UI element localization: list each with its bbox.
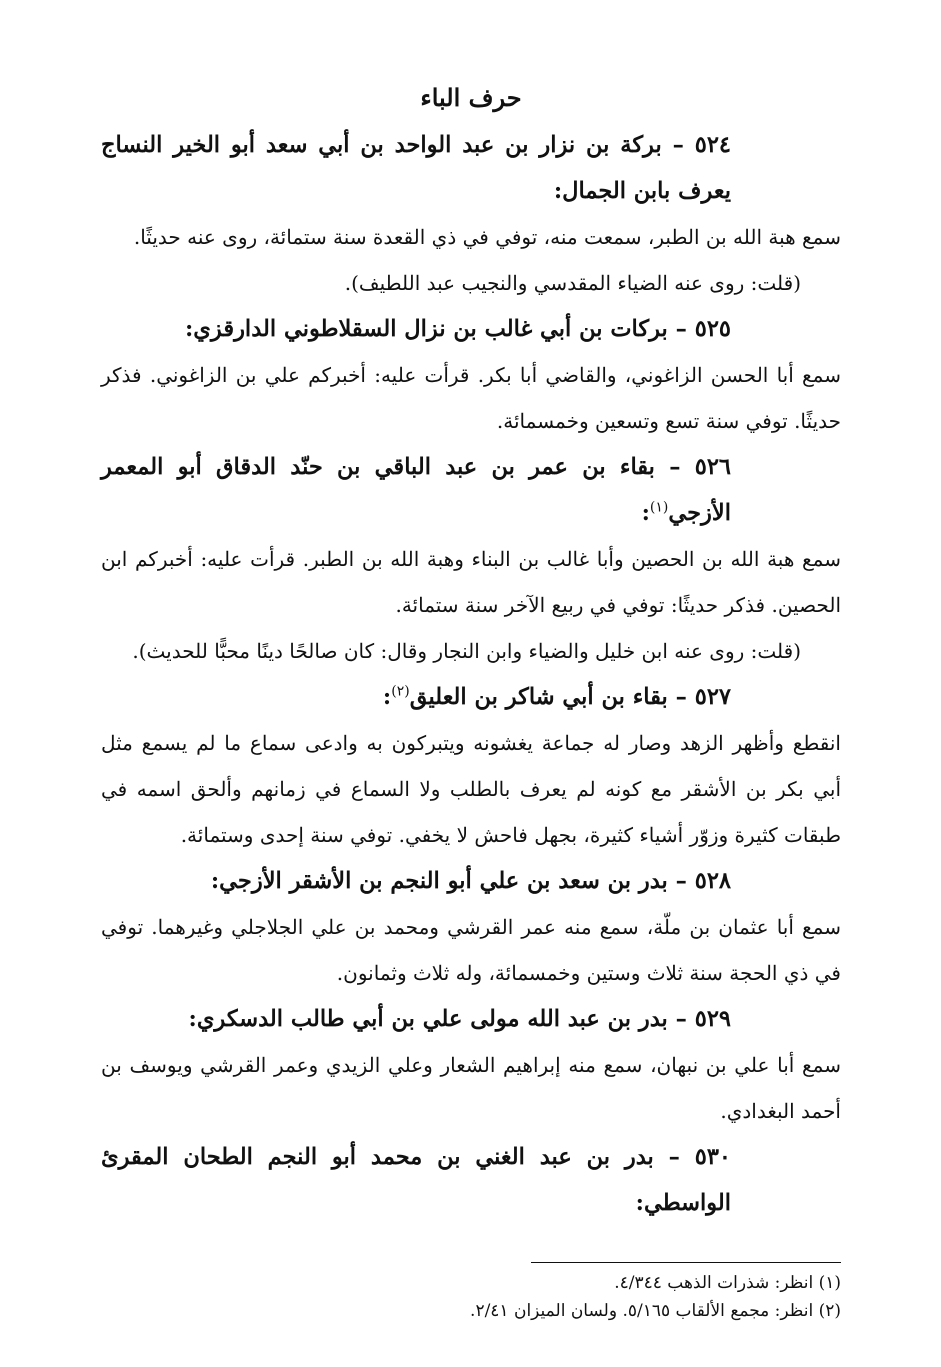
entry-heading	[101, 122, 841, 214]
entry-dash: –	[667, 868, 687, 894]
entry-number: ٥٣٠	[694, 1144, 731, 1170]
footnote-divider	[531, 1262, 841, 1263]
entry-528	[101, 858, 841, 996]
entry-body: سمع أبا عثمان بن ملّة، سمع منه عمر القرشي ومحمد بن علي الجلاجلي وغيرهما. توفي في ذي الحجة سنة ثلاث وستين وخمسمائة، وله ثلاث وثمانون.	[101, 915, 841, 985]
entry-title: بدر بن سعد بن علي أبو النجم بن الأشقر الأزجي:	[210, 868, 668, 894]
footnote-marker[interactable]: (١)	[649, 499, 669, 516]
entry-524	[101, 122, 841, 306]
page-content	[101, 78, 841, 1226]
entry-number: ٥٢٩	[694, 1006, 731, 1032]
entry-number: ٥٢٥	[694, 316, 731, 342]
entry-body: سمع هبة الله بن الحصين وأبا غالب بن البناء وهبة الله بن الطبر. قرأت عليه: أخبركم ابن الحصين. فذكر حديثًا: توفي في ربيع الآخر سنة ستمائة.	[101, 547, 841, 617]
entry-dash: –	[661, 132, 684, 158]
entry-dash: –	[667, 684, 687, 710]
entry-heading	[101, 674, 841, 720]
entry-title: بقاء بن عمر بن عبد الباقي بن حنّد الدقاق أبو المعمر الأزجي	[101, 454, 731, 526]
entry-530	[101, 1134, 841, 1226]
entry-heading	[101, 1134, 841, 1226]
entry-title: بدر بن عبد الله مولى علي بن أبي طالب الدسكري:	[188, 1006, 668, 1032]
entry-title-tail: :	[641, 500, 650, 526]
entry-note: (قلت: روى عنه الضياء المقدسي والنجيب عبد اللطيف).	[344, 271, 801, 295]
footnote-2: (٢) انظر: مجمع الألقاب ٥/١٦٥. ولسان الميزان ٢/٤١.	[470, 1301, 841, 1321]
entry-title: بركة بن نزار بن عبد الواحد بن أبي سعد أبو الخير النساج يعرف بابن الجمال:	[101, 132, 731, 204]
entry-dash: –	[654, 454, 681, 480]
entry-526	[101, 444, 841, 674]
entry-title: بدر بن عبد الغني بن محمد أبو النجم الطحان المقرئ الواسطي:	[101, 1144, 731, 1216]
entry-heading	[101, 996, 841, 1042]
footnote-1: (١) انظر: شذرات الذهب ٤/٣٤٤.	[614, 1273, 841, 1293]
entry-body: انقطع وأظهر الزهد وصار له جماعة يغشونه ويتبركون به وادعى سماع ما لم يسمع مثل أبي بكر بن الأشقر مع كونه لم يعرف بالطلب ولا السماع في زمانهم وألحق اسمه في طبقات كثيرة وزوّر أشياء كثيرة، بجهل فاحش لا يخفي. توفي سنة إحدى وستمائة.	[101, 731, 841, 847]
page-title: حرف الباء	[420, 83, 522, 112]
entry-number: ٥٢٤	[694, 132, 731, 158]
entry-body: سمع أبا علي بن نبهان، سمع منه إبراهيم الشعار وعلي الزيدي وعمر القرشي ويوسف بن أحمد البغدادي.	[101, 1053, 841, 1123]
entry-529	[101, 996, 841, 1134]
entry-title-tail: :	[382, 684, 392, 710]
entry-heading	[101, 444, 841, 536]
footnote-marker[interactable]: (٢)	[391, 683, 410, 700]
entry-body: سمع أبا الحسن الزاغوني، والقاضي أبا بكر. قرأت عليه: أخبركم علي بن الزاغوني. فذكر حديثًا. توفي سنة تسع وتسعين وخمسمائة.	[101, 363, 841, 433]
entry-number: ٥٢٦	[694, 454, 731, 480]
entry-dash: –	[653, 1144, 680, 1170]
entry-body: سمع هبة الله بن الطبر، سمعت منه، توفي في ذي القعدة سنة ستمائة، روى عنه حديثًا.	[133, 225, 841, 249]
entry-title: بركات بن أبي غالب بن نزال السقلاطوني الدارقزي:	[184, 316, 668, 342]
entry-525	[101, 306, 841, 444]
entry-dash: –	[667, 316, 687, 342]
entry-number: ٥٢٧	[694, 684, 731, 710]
entry-note: (قلت: روى عنه ابن خليل والضياء وابن النجار وقال: كان صالحًا دينًا محبًّا للحديث).	[132, 639, 801, 663]
entry-title: بقاء بن أبي شاكر بن العليق	[409, 684, 668, 710]
entry-heading	[101, 858, 841, 904]
entry-527	[101, 674, 841, 858]
entry-number: ٥٢٨	[694, 868, 731, 894]
footnotes	[101, 1262, 841, 1325]
entry-dash: –	[667, 1006, 687, 1032]
entry-heading	[101, 306, 841, 352]
